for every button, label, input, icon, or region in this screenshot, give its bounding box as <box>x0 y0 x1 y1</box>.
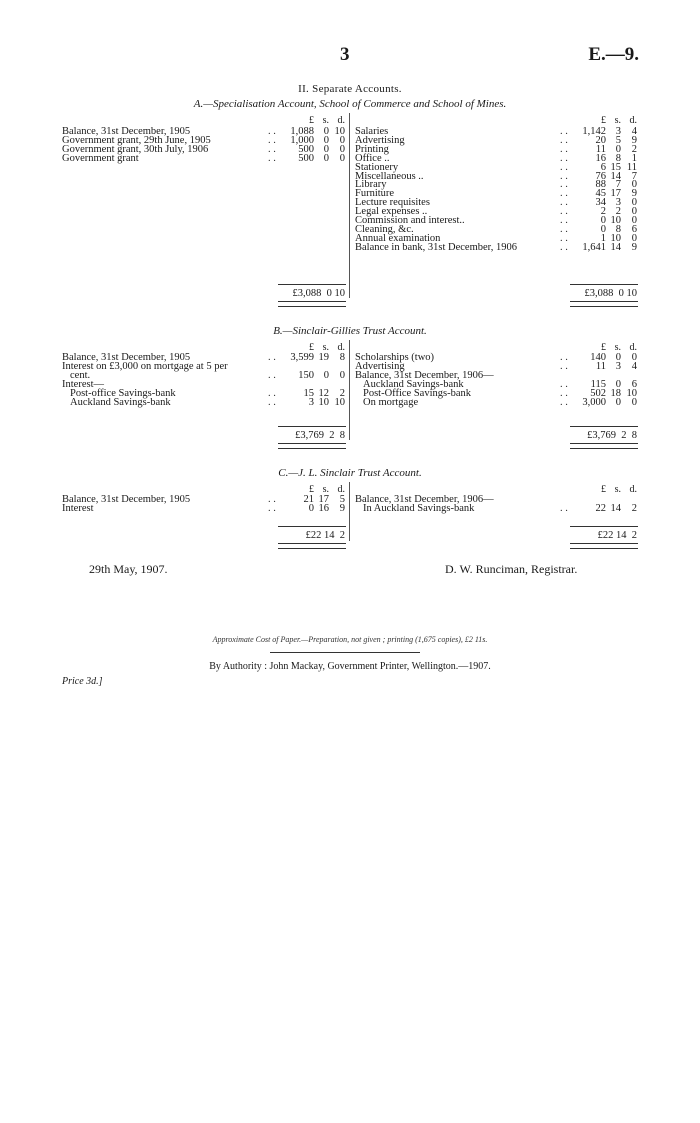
payment-shillings: 10 <box>610 232 621 244</box>
payment-shillings: 14 <box>610 241 621 253</box>
currency-header-right-pence: d. <box>629 484 637 495</box>
column-divider <box>349 482 350 541</box>
leader-dots: . . <box>268 126 276 137</box>
payment-label: In Auckland Savings-bank <box>363 502 475 514</box>
payment-label: Miscellaneous .. <box>355 170 424 182</box>
leader-dots: . . <box>268 494 276 505</box>
currency-header-left-pounds: £ <box>309 484 314 495</box>
payment-shillings: 8 <box>615 223 621 235</box>
receipt-shillings: 12 <box>318 387 329 399</box>
price-note: Price 3d.] <box>62 676 103 687</box>
account-title-a: A.—Specialisation Account, School of Commerce and School of Mines. <box>193 98 507 110</box>
leader-dots: . . <box>268 152 276 164</box>
cost-note: Approximate Cost of Paper.—Preparation, not given ; printing (1,675 copies), £2 11s. <box>212 635 488 644</box>
payment-shillings: 0 <box>615 352 621 363</box>
payment-pence: 6 <box>631 223 637 235</box>
currency-header-right-shillings: s. <box>614 484 621 495</box>
currency-header-right-shillings: s. <box>614 115 621 126</box>
total-double-rule-left <box>278 543 346 549</box>
leader-dots: . . <box>560 161 568 173</box>
total-left: £22 14 2 <box>305 530 345 541</box>
payment-label: Salaries <box>355 126 389 137</box>
payment-label: Lecture requisites <box>355 197 430 209</box>
receipt-shillings: 17 <box>318 494 329 505</box>
leader-dots: . . <box>560 378 568 390</box>
currency-header-left-shillings: s. <box>322 342 329 353</box>
total-rule-left <box>278 284 346 285</box>
leader-dots: . . <box>560 126 568 137</box>
leader-dots: . . <box>560 223 568 235</box>
receipt-label: Post-office Savings-bank <box>70 387 176 399</box>
section-title: II. Separate Accounts. <box>298 83 402 95</box>
receipt-pence: 10 <box>334 126 345 137</box>
receipt-label: Government grant, 29th June, 1905 <box>62 134 211 146</box>
payment-shillings: 3 <box>615 197 621 209</box>
total-rule-right <box>570 426 638 427</box>
total-rule-left <box>278 426 346 427</box>
payment-pence: 11 <box>626 161 637 173</box>
payment-pence: 4 <box>631 126 637 137</box>
receipt-pence: 9 <box>339 502 345 514</box>
payment-pounds: 502 <box>590 387 606 399</box>
receipt-pence: 10 <box>334 396 345 408</box>
payment-shillings: 18 <box>610 387 621 399</box>
total-right: £22 14 2 <box>597 530 637 541</box>
receipt-pounds: 21 <box>303 494 314 505</box>
leader-dots: . . <box>560 241 568 253</box>
payment-shillings: 10 <box>610 215 621 226</box>
leader-dots: . . <box>560 396 568 408</box>
receipt-pounds: 500 <box>298 143 314 155</box>
payment-label: Office .. <box>355 152 390 164</box>
payment-pounds: 88 <box>595 179 606 191</box>
payment-pounds: 0 <box>600 215 606 226</box>
payment-pence: 2 <box>631 143 637 155</box>
payment-pounds: 0 <box>600 223 606 235</box>
payment-label: Balance in bank, 31st December, 1906 <box>355 241 517 253</box>
currency-header-right-pounds: £ <box>601 342 606 353</box>
leader-dots: . . <box>268 134 276 146</box>
total-rule-right <box>570 526 638 527</box>
printer-authority: By Authority : John Mackay, Government Printer, Wellington.—1907. <box>209 661 491 672</box>
receipt-label: Balance, 31st December, 1905 <box>62 126 191 137</box>
receipt-pounds: 15 <box>303 387 314 399</box>
currency-header-left-pence: d. <box>337 484 345 495</box>
total-double-rule-left <box>278 301 346 307</box>
payment-pence: 9 <box>631 134 637 146</box>
receipt-pence: 0 <box>339 134 345 146</box>
payment-pounds: 140 <box>590 352 606 363</box>
currency-header-left-pence: d. <box>337 342 345 353</box>
payment-label: Auckland Savings-bank <box>363 378 464 390</box>
payment-shillings: 0 <box>615 378 621 390</box>
payment-pounds: 2 <box>600 206 606 218</box>
payment-pence: 0 <box>631 396 637 408</box>
receipt-label: Auckland Savings-bank <box>70 396 171 408</box>
currency-header-right-shillings: s. <box>614 342 621 353</box>
payment-pounds: 34 <box>595 197 606 209</box>
leader-dots: . . <box>560 502 568 514</box>
payment-label: Post-Office Savings-bank <box>363 387 471 399</box>
currency-header-left-pence: d. <box>337 115 345 126</box>
total-left: £3,088 0 10 <box>292 288 345 299</box>
payment-label: Advertising <box>355 360 405 372</box>
currency-header-left-shillings: s. <box>322 484 329 495</box>
currency-header-left-pounds: £ <box>309 115 314 126</box>
payment-label: Legal expenses .. <box>355 206 428 218</box>
receipt-shillings: 19 <box>318 352 329 363</box>
payment-shillings: 17 <box>610 188 621 200</box>
leader-dots: . . <box>560 143 568 155</box>
payment-pounds: 6 <box>600 161 606 173</box>
payment-shillings: 5 <box>615 134 621 146</box>
payment-label: Cleaning, &c. <box>355 223 414 235</box>
account-title-b: B.—Sinclair-Gillies Trust Account. <box>273 325 427 337</box>
payment-shillings: 3 <box>615 126 621 137</box>
payment-pounds: 16 <box>595 152 606 164</box>
footer-date: 29th May, 1907. <box>89 562 168 576</box>
receipt-pounds: 3 <box>308 396 314 408</box>
payment-shillings: 14 <box>610 502 621 514</box>
payment-pence: 10 <box>626 387 637 399</box>
receipt-pounds: 150 <box>298 369 314 381</box>
currency-header-right-pounds: £ <box>601 484 606 495</box>
document-reference: E.—9. <box>588 44 639 65</box>
payment-label: Library <box>355 179 387 191</box>
payment-pence: 9 <box>631 188 637 200</box>
receipt-shillings: 10 <box>318 396 329 408</box>
leader-dots: . . <box>268 387 276 399</box>
receipt-pounds: 500 <box>298 152 314 164</box>
leader-dots: . . <box>560 170 568 182</box>
receipt-shillings: 0 <box>323 143 329 155</box>
payment-pence: 0 <box>631 179 637 191</box>
payment-pounds: 11 <box>595 143 606 155</box>
payment-pounds: 22 <box>595 502 606 514</box>
column-divider <box>349 113 350 298</box>
footer-signature: D. W. Runciman, Registrar. <box>445 562 578 576</box>
receipt-pence: 0 <box>339 152 345 164</box>
payment-pounds: 76 <box>595 170 606 182</box>
payment-pounds: 20 <box>595 134 606 146</box>
receipt-pence: 2 <box>339 387 345 399</box>
payment-pounds: 3,000 <box>582 396 606 408</box>
payment-pounds: 45 <box>595 188 606 200</box>
payment-shillings: 0 <box>615 143 621 155</box>
total-double-rule-right <box>570 443 638 449</box>
payment-label: Balance, 31st December, 1906— <box>355 369 494 381</box>
leader-dots: . . <box>560 352 568 363</box>
payment-pence: 0 <box>631 197 637 209</box>
payment-label: Printing <box>355 143 389 155</box>
payment-label: On mortgage <box>363 396 419 408</box>
payment-pence: 0 <box>631 232 637 244</box>
payment-pounds: 1,142 <box>582 126 606 137</box>
total-left: £3,769 2 8 <box>295 430 345 441</box>
divider-rule <box>270 652 420 653</box>
leader-dots: . . <box>268 369 276 381</box>
receipt-label: Balance, 31st December, 1905 <box>62 352 191 363</box>
currency-header-left-pounds: £ <box>309 342 314 353</box>
payment-pounds: 11 <box>595 360 606 372</box>
leader-dots: . . <box>560 197 568 209</box>
receipt-label: Interest <box>62 502 94 514</box>
payment-shillings: 14 <box>610 170 621 182</box>
receipt-pence: 0 <box>339 143 345 155</box>
total-double-rule-right <box>570 543 638 549</box>
receipt-pence: 0 <box>339 369 345 381</box>
payment-pence: 1 <box>631 152 637 164</box>
account-title-c: C.—J. L. Sinclair Trust Account. <box>278 467 422 479</box>
payment-label: Stationery <box>355 161 399 173</box>
receipt-label: Government grant, 30th July, 1906 <box>62 143 209 155</box>
payment-shillings: 15 <box>610 161 621 173</box>
payment-shillings: 7 <box>615 179 621 191</box>
payment-pence: 2 <box>631 502 637 514</box>
total-right: £3,088 0 10 <box>584 288 637 299</box>
payment-shillings: 2 <box>615 206 621 218</box>
payment-pounds: 1,641 <box>582 241 606 253</box>
payment-pounds: 115 <box>590 378 606 390</box>
receipt-shillings: 0 <box>323 369 329 381</box>
total-right: £3,769 2 8 <box>587 430 637 441</box>
payment-label: Balance, 31st December, 1906— <box>355 494 494 505</box>
receipt-pounds: 1,088 <box>290 126 314 137</box>
leader-dots: . . <box>560 179 568 191</box>
leader-dots: . . <box>268 352 276 363</box>
receipt-label: cent. <box>70 369 91 381</box>
column-divider <box>349 340 350 440</box>
payment-pence: 9 <box>631 241 637 253</box>
receipt-pence: 5 <box>339 494 345 505</box>
receipt-pounds: 1,000 <box>290 134 314 146</box>
leader-dots: . . <box>268 502 276 514</box>
receipt-shillings: 0 <box>323 152 329 164</box>
receipt-pence: 8 <box>339 352 345 363</box>
leader-dots: . . <box>268 396 276 408</box>
receipt-shillings: 0 <box>323 126 329 137</box>
payment-pence: 0 <box>631 206 637 218</box>
total-double-rule-left <box>278 443 346 449</box>
payment-shillings: 0 <box>615 396 621 408</box>
leader-dots: . . <box>560 206 568 218</box>
payment-label: Furniture <box>355 188 395 200</box>
leader-dots: . . <box>560 188 568 200</box>
receipt-label: Interest— <box>62 378 104 390</box>
currency-header-right-pence: d. <box>629 342 637 353</box>
receipt-pounds: 3,599 <box>290 352 314 363</box>
currency-header-right-pounds: £ <box>601 115 606 126</box>
leader-dots: . . <box>560 134 568 146</box>
payment-pence: 6 <box>631 378 637 390</box>
total-rule-left <box>278 526 346 527</box>
receipt-pounds: 0 <box>308 502 314 514</box>
payment-pence: 7 <box>631 170 637 182</box>
payment-label: Commission and interest.. <box>355 215 465 226</box>
receipt-label: Balance, 31st December, 1905 <box>62 494 191 505</box>
leader-dots: . . <box>560 152 568 164</box>
payment-pence: 0 <box>631 352 637 363</box>
receipt-label: Interest on £3,000 on mortgage at 5 per <box>62 360 228 372</box>
receipt-shillings: 0 <box>323 134 329 146</box>
receipt-shillings: 16 <box>318 502 329 514</box>
total-rule-right <box>570 284 638 285</box>
leader-dots: . . <box>560 360 568 372</box>
currency-header-left-shillings: s. <box>322 115 329 126</box>
payment-shillings: 3 <box>615 360 621 372</box>
payment-label: Scholarships (two) <box>355 352 435 363</box>
currency-header-right-pence: d. <box>629 115 637 126</box>
page-number: 3 <box>340 44 350 65</box>
payment-label: Annual examination <box>355 232 441 244</box>
leader-dots: . . <box>560 215 568 226</box>
payment-pence: 4 <box>631 360 637 372</box>
payment-shillings: 8 <box>615 152 621 164</box>
leader-dots: . . <box>560 387 568 399</box>
receipt-label: Government grant <box>62 152 139 164</box>
payment-label: Advertising <box>355 134 405 146</box>
leader-dots: . . <box>268 143 276 155</box>
payment-pounds: 1 <box>600 232 606 244</box>
payment-pence: 0 <box>631 215 637 226</box>
leader-dots: . . <box>560 232 568 244</box>
total-double-rule-right <box>570 301 638 307</box>
